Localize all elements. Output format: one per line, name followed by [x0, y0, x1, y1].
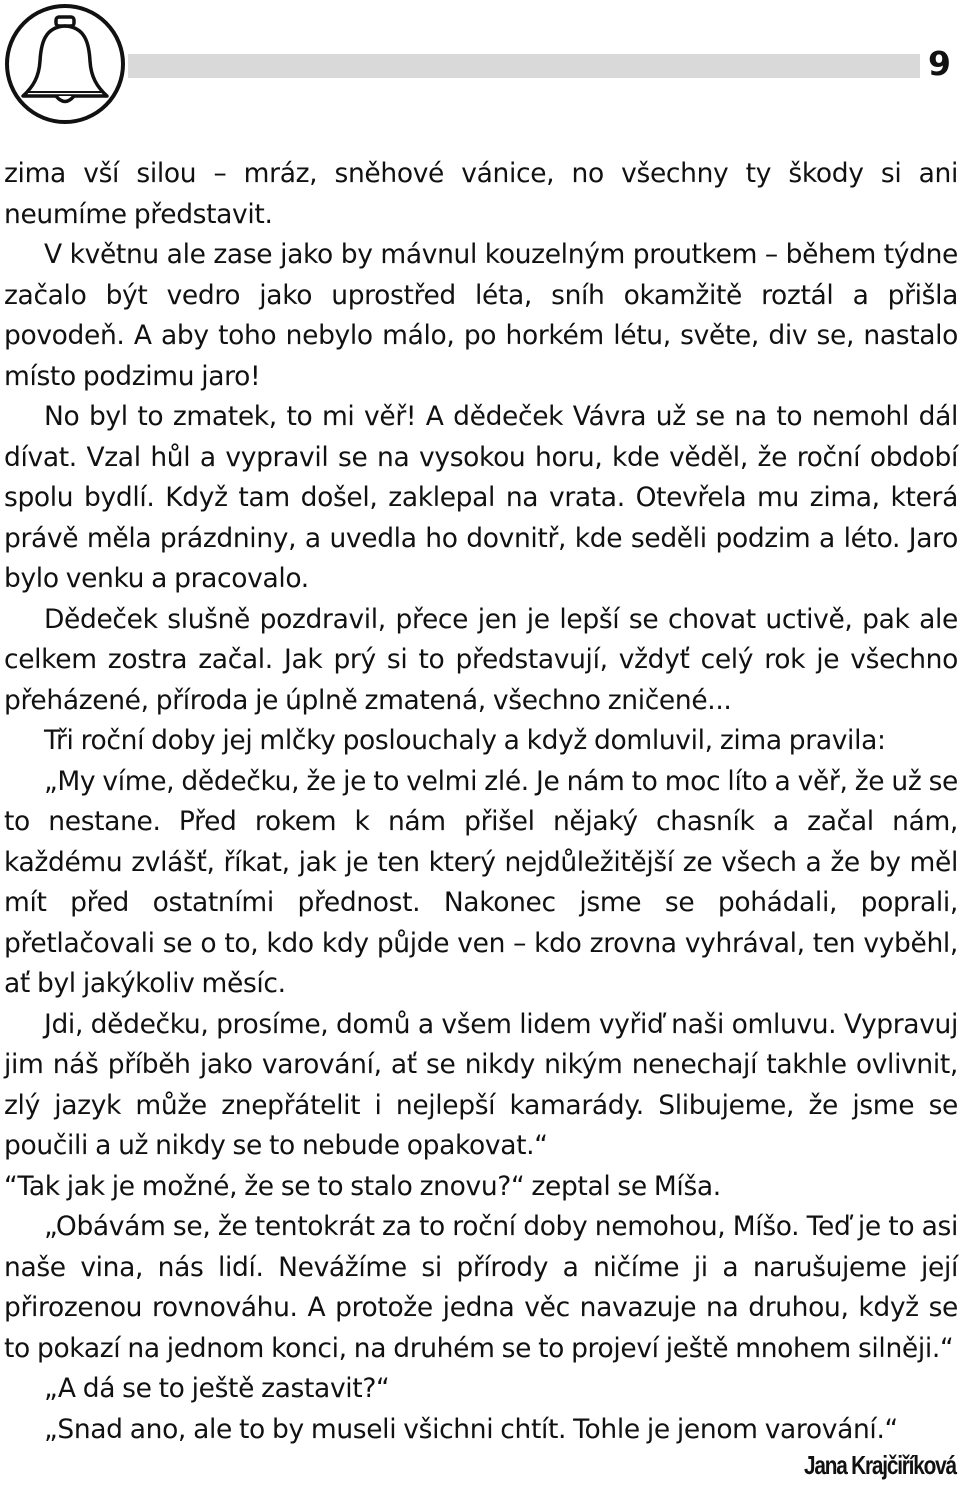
- article-body: [4, 154, 958, 1450]
- author-signature: Jana Krajčiříková: [804, 1450, 956, 1480]
- header-rule: [128, 54, 920, 78]
- page-number: 9: [928, 44, 951, 83]
- paragraph: Dědeček slušně pozdravil, přece jen je lepší se chovat uctivě, pak ale celkem zostra začal. Jak prý si to představují, vždyť celý rok je všechno přeházené, příroda je úplně zmatená, všechno zničené...: [4, 603, 958, 716]
- paragraph: „Obávám se, že tentokrát za to roční doby nemohou, Míšo. Teď je to asi naše vina, nás lidí. Nevážíme si přírody a ničíme ji a narušujeme její přirozenou rovnováhu. A protože jedna věc navazuje na druhou, když se to pokazí na jednom konci, na druhém se to projeví ještě mnohem silněji.“: [4, 1211, 958, 1364]
- paragraph: Tři roční doby jej mlčky poslouchaly a když domluvil, zima pravila:: [44, 725, 886, 756]
- paragraph: „Snad ano, ale to by museli všichni chtít. Tohle je jenom varování.“: [44, 1413, 898, 1445]
- paragraph: „A dá se to ještě zastavit?“: [44, 1373, 390, 1404]
- paragraph: „My víme, dědečku, že je to velmi zlé. Je nám to moc líto a věř, že už se to nestane. Před rokem k nám přišel nějaký chasník a začal nám, každému zvlášť, říkat, jak je ten který nejdůležitější ze všech a že by měl mít před ostatními přednost. Nakonec jsme se pohádali, poprali, přetlačovali se o to, kdo kdy půjde ven – kdo zrovna vyhrával, ten vyběhl, ať byl jakýkoliv měsíc.: [4, 765, 958, 999]
- paragraph: zima vší silou – mráz, sněhové vánice, no všechny ty škody si ani neumíme představit.: [4, 158, 958, 230]
- paragraph: Jdi, dědečku, prosíme, domů a všem lidem vyřiď naši omluvu. Vypravuj jim náš příběh jako varování, ať se nikdy nikým nenechají takhle ovlivnit, zlý jazyk může znepřátelit i nejlepší kamarády. Slibujeme, že jsme se poučili a už nikdy se to nebude opakovat.“: [4, 1008, 958, 1161]
- paragraph: V květnu ale zase jako by mávnul kouzelným proutkem – během týdne začalo být vedro jako uprostřed léta, sníh okamžitě roztál a přišla povodeň. A aby toho nebylo málo, po horkém létu, světe, div se, nastalo místo podzimu jaro!: [4, 239, 958, 392]
- paragraph: No byl to zmatek, to mi věř! A dědeček Vávra už se na to nemohl dál dívat. Vzal hůl a vypravil se na vysokou horu, kde věděl, že roční období spolu bydlí. Když tam došel, zaklepal na vrata. Otevřela mu zima, která právě měla prázdniny, a uvedla ho dovnitř, kde seděli podzim a léto. Jaro bylo venku a pracovalo.: [4, 401, 958, 594]
- page-header: [0, 0, 960, 135]
- paragraph: “Tak jak je možné, že se to stalo znovu?“ zeptal se Míša.: [4, 1170, 721, 1202]
- bell-icon: [4, 3, 126, 125]
